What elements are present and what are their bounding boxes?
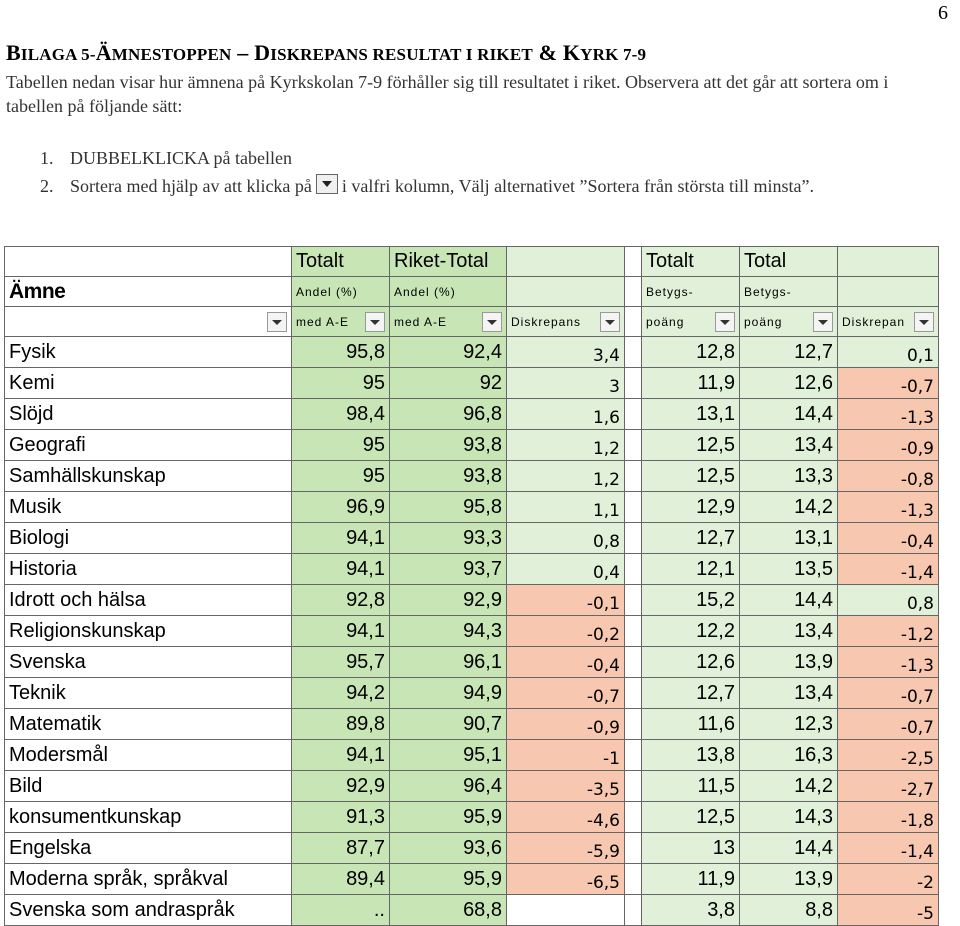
cell-subject: Moderna språk, språkval <box>5 864 292 895</box>
cell-andel-totalt: 98,4 <box>292 399 390 430</box>
table-row <box>5 461 939 492</box>
cell-andel-totalt: 94,1 <box>292 616 390 647</box>
table-row <box>5 740 939 771</box>
cell-diskrepans: -0,9 <box>507 709 625 740</box>
cell-diskrepan: 0,8 <box>838 585 939 616</box>
cell-diskrepan: -1,2 <box>838 616 939 647</box>
cell-subject: Geografi <box>5 430 292 461</box>
subject-table[interactable] <box>4 246 939 926</box>
cell-subject: Samhällskunskap <box>5 461 292 492</box>
table-row <box>5 430 939 461</box>
cell-diskrepans: 1,2 <box>507 461 625 492</box>
col-header-totalt-betyg: Totalt <box>642 247 740 277</box>
cell-betyg-total: 14,2 <box>740 771 838 802</box>
cell-spacer <box>625 833 642 864</box>
cell-andel-totalt: 94,2 <box>292 678 390 709</box>
cell-andel-totalt: 95,8 <box>292 337 390 368</box>
cell-subject: Svenska <box>5 647 292 678</box>
cell-diskrepan: -2,5 <box>838 740 939 771</box>
cell-diskrepans: -0,7 <box>507 678 625 709</box>
cell-andel-riket: 93,7 <box>390 554 507 585</box>
cell-diskrepan: -1,4 <box>838 554 939 585</box>
cell-andel-riket: 93,6 <box>390 833 507 864</box>
cell-andel-riket: 92 <box>390 368 507 399</box>
cell-betyg-totalt: 12,5 <box>642 430 740 461</box>
cell-diskrepan: -0,7 <box>838 368 939 399</box>
cell-andel-riket: 95,9 <box>390 864 507 895</box>
cell-andel-riket: 92,4 <box>390 337 507 368</box>
cell-diskrepan: -0,8 <box>838 461 939 492</box>
intro-paragraph: Tabellen nedan visar hur ämnena på Kyrkskolan 7-9 förhåller sig till resultatet i riket. Observera att det går att sortera om i tabellen på följande sätt: <box>6 72 889 116</box>
cell-andel-riket: 96,8 <box>390 399 507 430</box>
cell-betyg-totalt: 12,5 <box>642 802 740 833</box>
cell-diskrepans: 1,1 <box>507 492 625 523</box>
cell-spacer <box>625 709 642 740</box>
cell-betyg-totalt: 11,9 <box>642 864 740 895</box>
cell-spacer <box>625 461 642 492</box>
cell-subject: Kemi <box>5 368 292 399</box>
cell-andel-totalt: 95 <box>292 368 390 399</box>
cell-subject: Religionskunskap <box>5 616 292 647</box>
cell-andel-totalt: 87,7 <box>292 833 390 864</box>
cell-betyg-total: 14,4 <box>740 585 838 616</box>
cell-betyg-totalt: 12,9 <box>642 492 740 523</box>
cell-betyg-totalt: 12,8 <box>642 337 740 368</box>
table-row <box>5 647 939 678</box>
cell-andel-totalt: 94,1 <box>292 554 390 585</box>
cell-betyg-total: 13,4 <box>740 430 838 461</box>
table-row <box>5 492 939 523</box>
table-row <box>5 771 939 802</box>
cell-andel-totalt: 95 <box>292 430 390 461</box>
cell-andel-totalt: 95 <box>292 461 390 492</box>
cell-diskrepans: -3,5 <box>507 771 625 802</box>
cell-betyg-totalt: 11,5 <box>642 771 740 802</box>
cell-diskrepans: -5,9 <box>507 833 625 864</box>
cell-betyg-total: 13,4 <box>740 616 838 647</box>
table-row <box>5 337 939 368</box>
sort-dropdown-totalt-icon[interactable] <box>365 312 385 332</box>
cell-spacer <box>625 585 642 616</box>
cell-subject: Matematik <box>5 709 292 740</box>
cell-betyg-total: 12,6 <box>740 368 838 399</box>
cell-andel-totalt: 89,4 <box>292 864 390 895</box>
instruction-list <box>40 144 814 200</box>
col-header-riket-total: Riket-Total <box>390 247 507 277</box>
cell-subject: konsumentkunskap <box>5 802 292 833</box>
cell-spacer <box>625 337 642 368</box>
cell-betyg-totalt: 12,1 <box>642 554 740 585</box>
cell-diskrepan: -2 <box>838 864 939 895</box>
cell-spacer <box>625 647 642 678</box>
cell-spacer <box>625 492 642 523</box>
table-row <box>5 585 939 616</box>
cell-andel-totalt: 96,9 <box>292 492 390 523</box>
cell-betyg-total: 13,9 <box>740 647 838 678</box>
cell-diskrepan: -1,4 <box>838 833 939 864</box>
cell-spacer <box>625 523 642 554</box>
page-number: 6 <box>938 2 948 24</box>
cell-betyg-total: 14,2 <box>740 492 838 523</box>
table-row <box>5 833 939 864</box>
cell-subject: Engelska <box>5 833 292 864</box>
cell-diskrepans: -1 <box>507 740 625 771</box>
cell-betyg-total: 13,5 <box>740 554 838 585</box>
cell-andel-totalt: .. <box>292 895 390 926</box>
header-row-1 <box>5 247 939 277</box>
sort-dropdown-diskrepans-icon[interactable] <box>600 312 620 332</box>
cell-betyg-totalt: 12,7 <box>642 523 740 554</box>
cell-diskrepan: 0,1 <box>838 337 939 368</box>
cell-diskrepans: -0,2 <box>507 616 625 647</box>
cell-diskrepan: -0,9 <box>838 430 939 461</box>
instruction-item: 2. Sortera med hjälp av att klicka på i valfri kolumn, Välj alternativet ”Sortera från största till minsta”. <box>40 176 814 196</box>
cell-andel-totalt: 92,9 <box>292 771 390 802</box>
cell-betyg-total: 13,3 <box>740 461 838 492</box>
cell-andel-riket: 93,8 <box>390 461 507 492</box>
cell-subject: Bild <box>5 771 292 802</box>
cell-diskrepans: 3,4 <box>507 337 625 368</box>
cell-betyg-totalt: 13 <box>642 833 740 864</box>
page-title: BILAGA 5-ÄMNESTOPPEN – DISKREPANS RESULTAT I RIKET & KYRK 7-9 <box>6 40 647 65</box>
cell-andel-riket: 94,9 <box>390 678 507 709</box>
cell-betyg-totalt: 13,8 <box>642 740 740 771</box>
cell-spacer <box>625 430 642 461</box>
cell-betyg-total: 14,4 <box>740 833 838 864</box>
cell-andel-riket: 90,7 <box>390 709 507 740</box>
cell-betyg-total: 12,3 <box>740 709 838 740</box>
cell-andel-totalt: 91,3 <box>292 802 390 833</box>
cell-subject: Teknik <box>5 678 292 709</box>
cell-spacer <box>625 895 642 926</box>
sort-dropdown-diskrepan-icon[interactable] <box>914 312 934 332</box>
cell-betyg-total: 14,4 <box>740 399 838 430</box>
cell-betyg-totalt: 11,9 <box>642 368 740 399</box>
sort-dropdown-riket-icon[interactable] <box>482 312 502 332</box>
cell-diskrepans: -4,6 <box>507 802 625 833</box>
cell-betyg-totalt: 3,8 <box>642 895 740 926</box>
cell-andel-totalt: 94,1 <box>292 740 390 771</box>
dropdown-arrow-icon <box>316 174 338 194</box>
cell-spacer <box>625 802 642 833</box>
cell-betyg-totalt: 12,2 <box>642 616 740 647</box>
cell-diskrepans: -6,5 <box>507 864 625 895</box>
table-row <box>5 554 939 585</box>
cell-diskrepans: -0,1 <box>507 585 625 616</box>
cell-diskrepans: 0,4 <box>507 554 625 585</box>
cell-diskrepans <box>507 895 625 926</box>
table-row <box>5 523 939 554</box>
cell-subject: Historia <box>5 554 292 585</box>
col-header-totalt: Totalt <box>292 247 390 277</box>
cell-betyg-totalt: 11,6 <box>642 709 740 740</box>
cell-betyg-totalt: 12,5 <box>642 461 740 492</box>
col-header-amne: Ämne <box>5 277 292 307</box>
table-row <box>5 616 939 647</box>
cell-subject: Idrott och hälsa <box>5 585 292 616</box>
cell-diskrepan: -1,8 <box>838 802 939 833</box>
cell-diskrepan: -1,3 <box>838 492 939 523</box>
cell-andel-riket: 93,3 <box>390 523 507 554</box>
cell-diskrepan: -0,4 <box>838 523 939 554</box>
cell-andel-riket: 92,9 <box>390 585 507 616</box>
table-row <box>5 709 939 740</box>
cell-andel-riket: 94,3 <box>390 616 507 647</box>
cell-subject: Musik <box>5 492 292 523</box>
table-row <box>5 368 939 399</box>
cell-diskrepan: -5 <box>838 895 939 926</box>
cell-spacer <box>625 864 642 895</box>
sort-dropdown-amne-icon[interactable] <box>267 312 287 332</box>
cell-betyg-total: 12,7 <box>740 337 838 368</box>
cell-subject: Modersmål <box>5 740 292 771</box>
cell-subject: Biologi <box>5 523 292 554</box>
cell-andel-totalt: 92,8 <box>292 585 390 616</box>
sort-dropdown-betyg-totalt-icon[interactable] <box>715 312 735 332</box>
cell-diskrepan: -1,3 <box>838 647 939 678</box>
cell-diskrepan: -1,3 <box>838 399 939 430</box>
cell-betyg-totalt: 13,1 <box>642 399 740 430</box>
cell-betyg-totalt: 12,6 <box>642 647 740 678</box>
cell-spacer <box>625 740 642 771</box>
table-row <box>5 678 939 709</box>
cell-spacer <box>625 399 642 430</box>
cell-spacer <box>625 771 642 802</box>
header-row-3: med A-E med A-E Diskrepans poäng poäng Diskrepan <box>5 307 939 337</box>
cell-diskrepans: 3 <box>507 368 625 399</box>
cell-subject: Svenska som andraspråk <box>5 895 292 926</box>
table-row <box>5 802 939 833</box>
cell-subject: Slöjd <box>5 399 292 430</box>
cell-betyg-total: 16,3 <box>740 740 838 771</box>
cell-andel-totalt: 95,7 <box>292 647 390 678</box>
cell-diskrepan: -2,7 <box>838 771 939 802</box>
cell-andel-riket: 93,8 <box>390 430 507 461</box>
table-row <box>5 864 939 895</box>
cell-spacer <box>625 678 642 709</box>
cell-diskrepans: 1,2 <box>507 430 625 461</box>
cell-betyg-totalt: 12,7 <box>642 678 740 709</box>
cell-diskrepans: 1,6 <box>507 399 625 430</box>
cell-andel-totalt: 94,1 <box>292 523 390 554</box>
cell-diskrepans: 0,8 <box>507 523 625 554</box>
cell-betyg-totalt: 15,2 <box>642 585 740 616</box>
cell-diskrepan: -0,7 <box>838 709 939 740</box>
cell-spacer <box>625 368 642 399</box>
cell-andel-riket: 95,1 <box>390 740 507 771</box>
cell-subject: Fysik <box>5 337 292 368</box>
cell-spacer <box>625 554 642 585</box>
sort-dropdown-betyg-total-icon[interactable] <box>813 312 833 332</box>
cell-andel-riket: 68,8 <box>390 895 507 926</box>
cell-betyg-total: 8,8 <box>740 895 838 926</box>
cell-andel-riket: 96,4 <box>390 771 507 802</box>
cell-andel-riket: 95,9 <box>390 802 507 833</box>
cell-betyg-total: 13,1 <box>740 523 838 554</box>
cell-betyg-total: 14,3 <box>740 802 838 833</box>
cell-betyg-total: 13,4 <box>740 678 838 709</box>
cell-diskrepan: -0,7 <box>838 678 939 709</box>
cell-andel-totalt: 89,8 <box>292 709 390 740</box>
table-row <box>5 399 939 430</box>
cell-andel-riket: 95,8 <box>390 492 507 523</box>
table-row <box>5 895 939 926</box>
col-header-total-betyg: Total <box>740 247 838 277</box>
header-row-2: Ämne Andel (%) Andel (%) Betygs- Betygs- <box>5 277 939 307</box>
cell-betyg-total: 13,9 <box>740 864 838 895</box>
cell-spacer <box>625 616 642 647</box>
instruction-item: 1. DUBBELKLICKA på tabellen <box>40 148 292 168</box>
cell-andel-riket: 96,1 <box>390 647 507 678</box>
cell-diskrepans: -0,4 <box>507 647 625 678</box>
